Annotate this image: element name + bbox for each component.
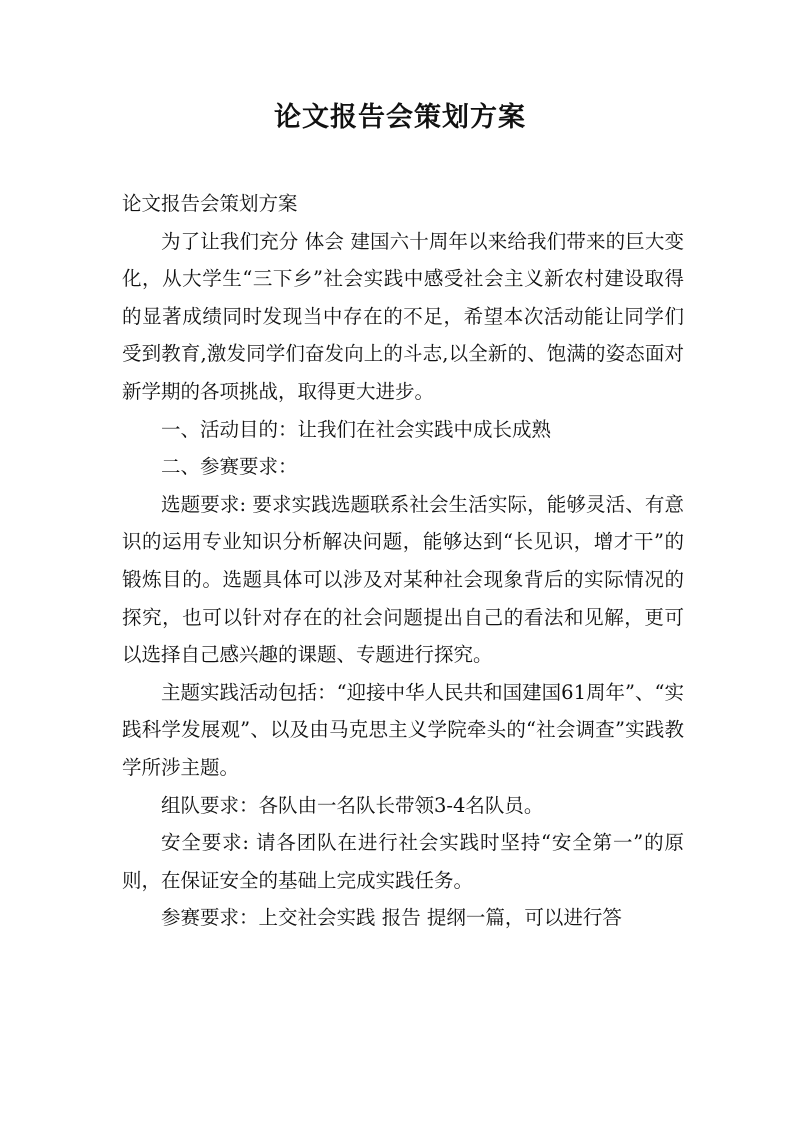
paragraph-subtitle: 论文报告会策划方案 (122, 192, 298, 215)
document-body (122, 185, 684, 937)
paragraph-submission-requirements: 参赛要求：上交社会实践 报告 提纲一篇，可以进行答 (161, 906, 622, 930)
paragraph-team-requirements: 组队要求：各队由一名队长带领3-4名队员。 (161, 793, 544, 817)
paragraph-safety-requirements: 安全要求: 请各团队在进行社会实践时坚持“安全第一”的原则，在保证安全的基础上完成实践任务。 (122, 831, 684, 892)
paragraph-themes: 主题实践活动包括：“迎接中华人民共和国建国61周年”、“实践科学发展观”、以及由马克思主义学院牵头的“社会调查”实践教学所涉主题。 (122, 680, 684, 779)
paragraph-topic-requirements: 选题要求: 要求实践选题联系社会生活实际，能够灵活、有意识的运用专业知识分析解决问题，能够达到“长见识，增才干”的锻炼目的。选题具体可以涉及对某种社会现象背后的实际情况的探究，也可以针对存在的社会问题提出自己的看法和见解，更可以选择自己感兴趣的课题、专题进行探究。 (122, 492, 684, 667)
paragraph-requirements-heading: 二、参赛要求： (161, 455, 298, 479)
paragraph-activity-purpose: 一、活动目的：让我们在社会实践中成长成熟 (161, 417, 552, 441)
paragraph-intro: 为了让我们充分 体会 建国六十周年以来给我们带来的巨大变化，从大学生“三下乡”社会实践中感受社会主义新农村建设取得的显著成绩同时发现当中存在的不足，希望本次活动能让同学们受到教育,激发同学们奋发向上的斗志,以全新的、饱满的姿态面对新学期的各项挑战，取得更大进步。 (122, 229, 684, 403)
document-title: 论文报告会策划方案 (274, 102, 526, 133)
